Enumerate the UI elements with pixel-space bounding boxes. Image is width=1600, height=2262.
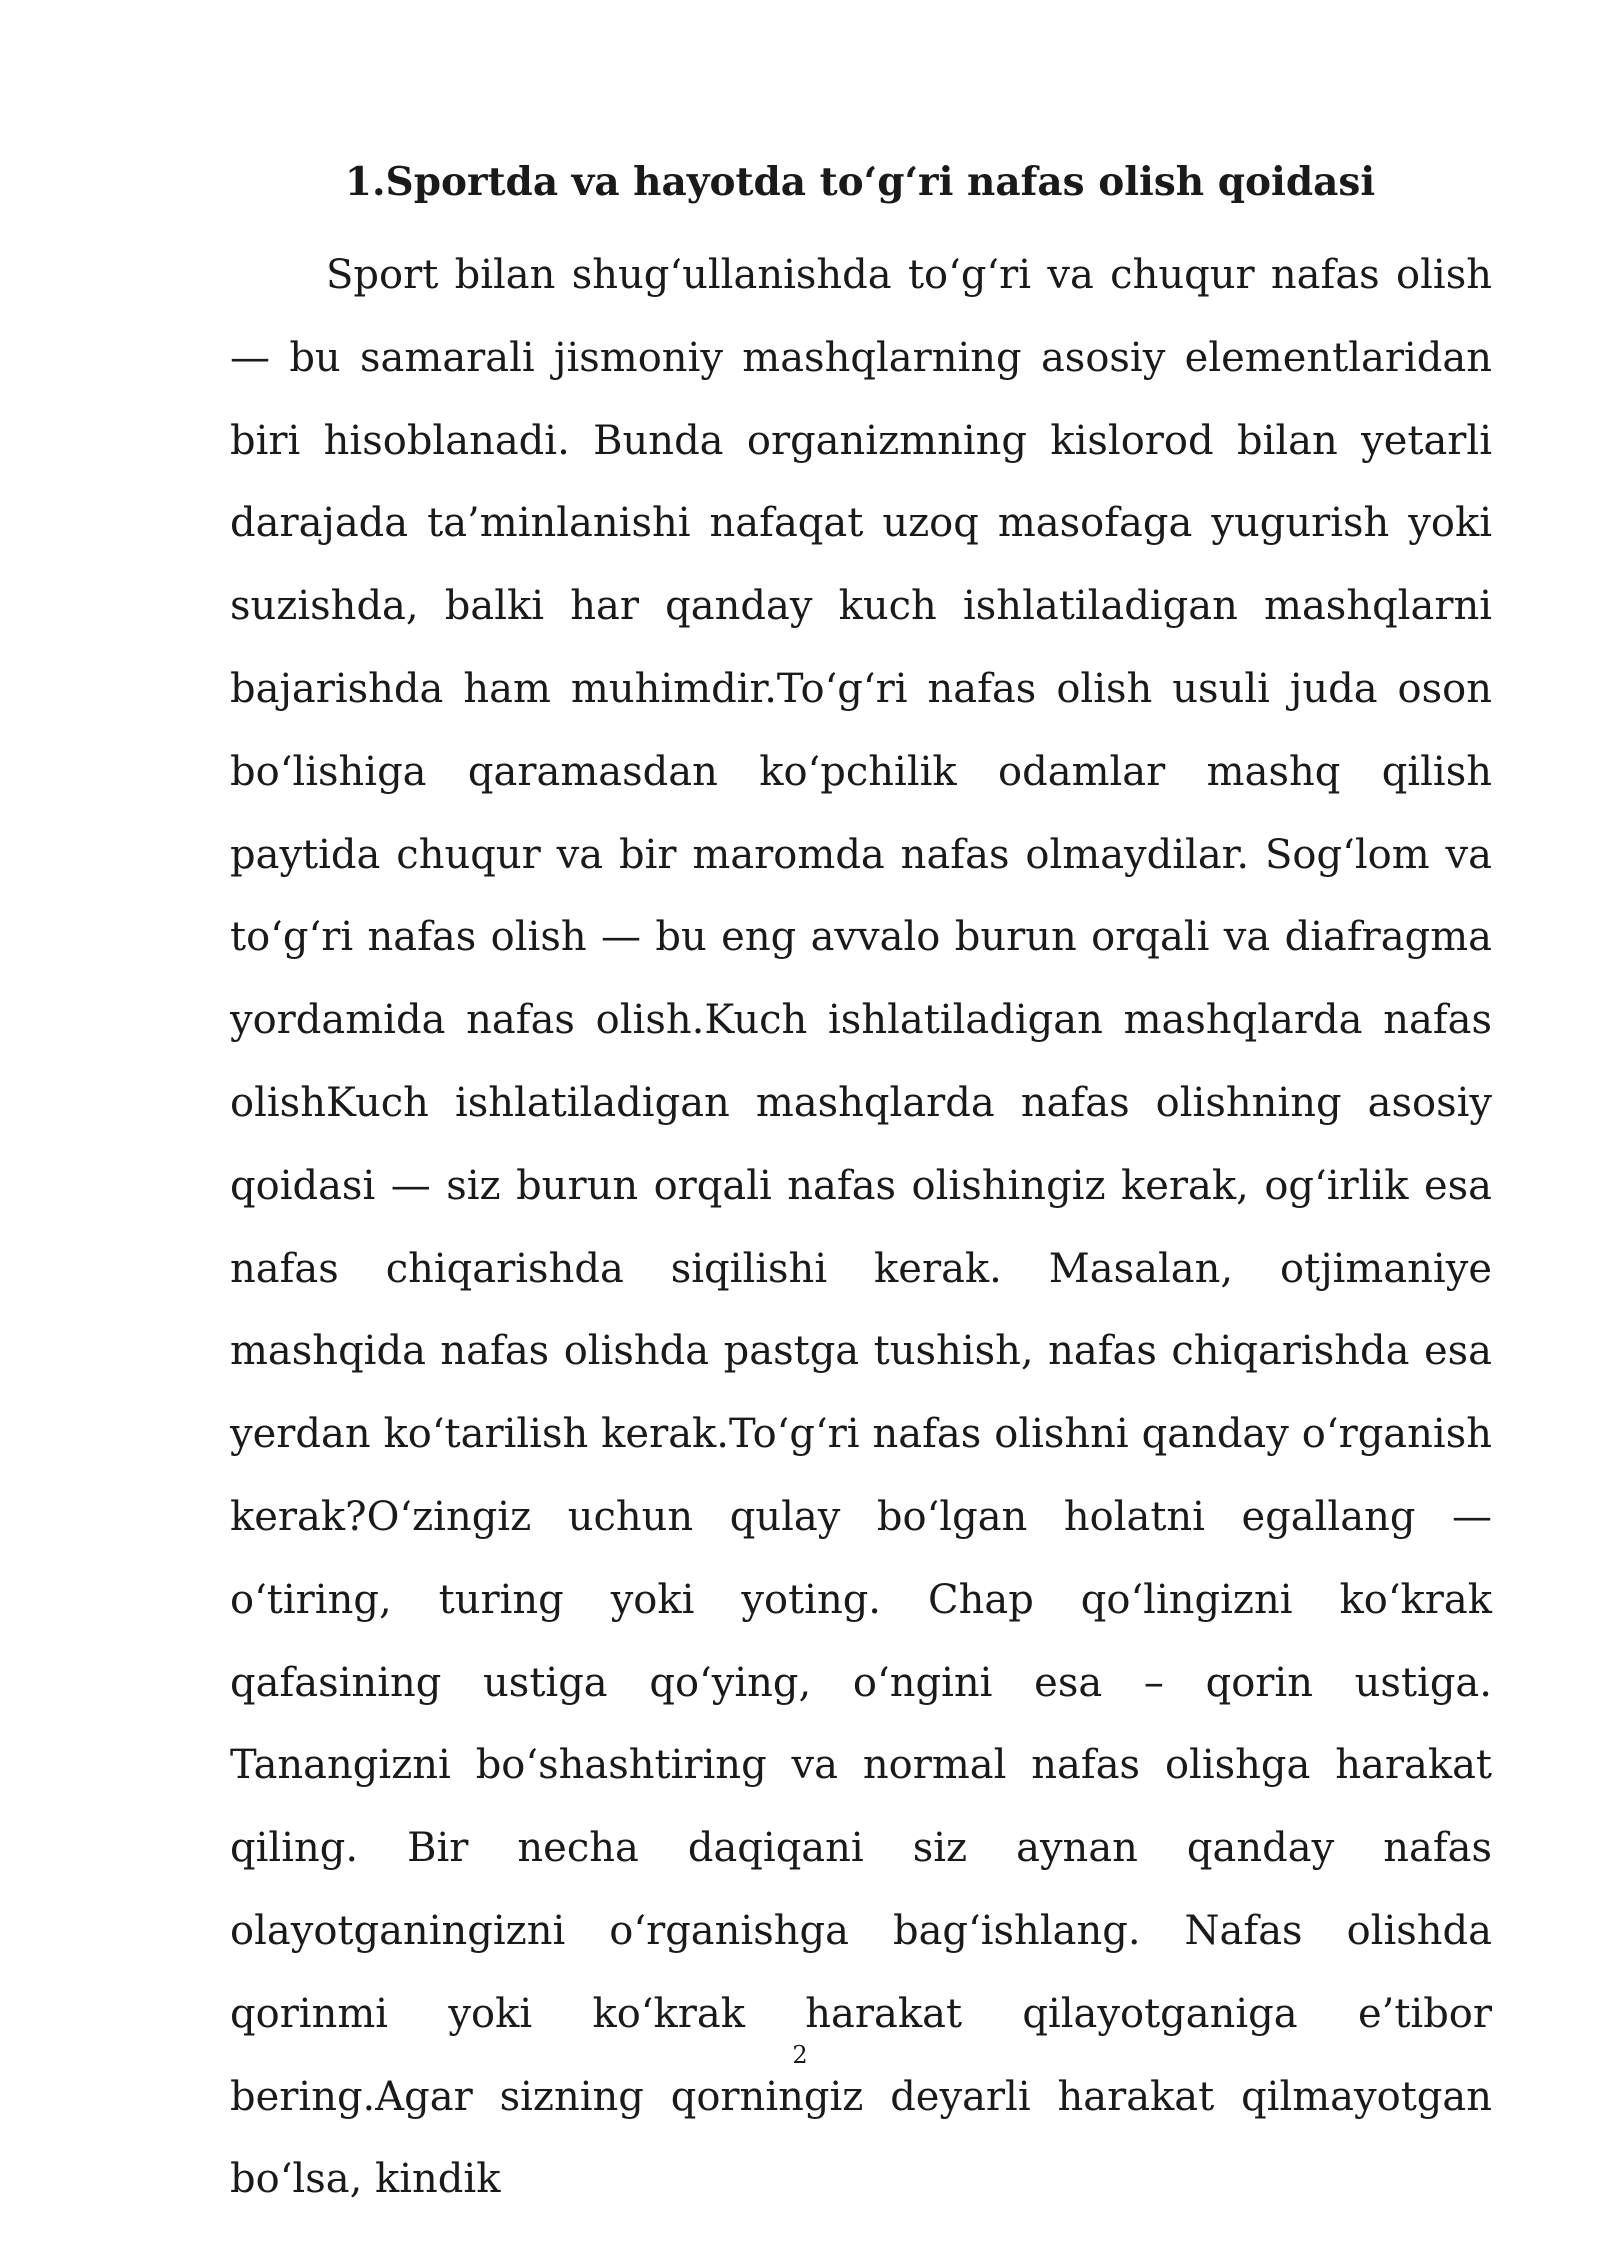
- body-paragraph: Sport bilan shug‘ullanishda to‘g‘ri va chuqur nafas olish — bu samarali jismoniy mashqlarning asosiy elementlaridan biri hisoblanadi. Bunda organizmning kislorod bilan yetarli darajada ta’minlanishi nafaqat uzoq masofaga yugurish yoki suzishda, balki har qanday kuch ishlatiladigan mashqlarni bajarishda ham muhimdir.To‘g‘ri nafas olish usuli juda oson bo‘lishiga qaramasdan ko‘pchilik odamlar mashq qilish paytida chuqur va bir maromda nafas olmaydilar. Sog‘lom va to‘g‘ri nafas olish — bu eng avvalo burun orqali va diafragma yordamida nafas olish.Kuch ishlatiladigan mashqlarda nafas olishKuch ishlatiladigan mashqlarda nafas olishning asosiy qoidasi — siz burun orqali nafas olishingiz kerak, og‘irlik esa nafas chiqarishda siqilishi kerak. Masalan, otjimaniye mashqida nafas olishda pastga tushish, nafas chiqarishda esa yerdan ko‘tarilish kerak.To‘g‘ri nafas olishni qanday o‘rganish kerak?O‘zingiz uchun qulay bo‘lgan holatni egallang — o‘tiring, turing yoki yoting. Chap qo‘lingizni ko‘krak qafasining ustiga qo‘ying, o‘ngini esa – qorin ustiga. Tanangizni bo‘shashtiring va normal nafas olishga harakat qiling. Bir necha daqiqani siz aynan qanday nafas olayotganingizni o‘rganishga bag‘ishlang. Nafas olishda qorinmi yoki ko‘krak harakat qilayotganiga e’tibor bering.Agar sizning qorningiz deyarli harakat qilmayotgan bo‘lsa, kindik: [230, 252, 1492, 2203]
- section-heading: 1.Sportda va hayotda to‘g‘ri nafas olish qoidasi: [344, 159, 1376, 205]
- page-number: 2: [792, 2041, 808, 2069]
